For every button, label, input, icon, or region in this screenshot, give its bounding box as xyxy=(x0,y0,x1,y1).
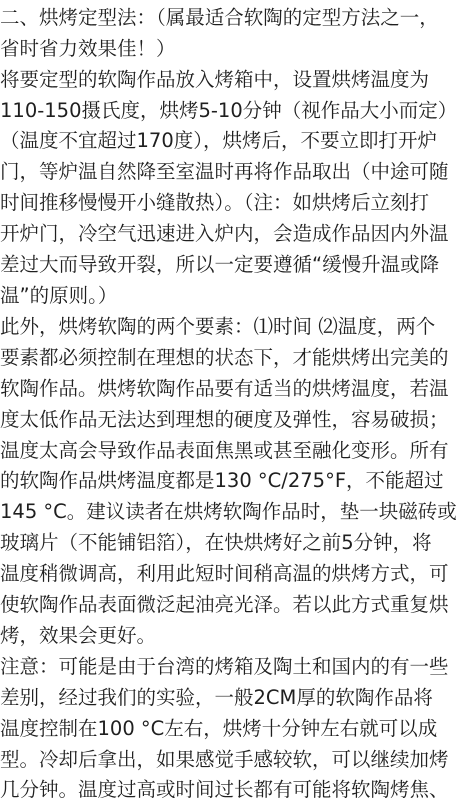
text-line: 差过大而导致开裂，所以一定要遵循“缓慢升温或降 xyxy=(0,253,440,276)
text-line: 此外，烘烤软陶的两个要素：⑴时间 ⑵温度，两个 xyxy=(0,315,436,338)
text-line: 门，等炉温自然降至室温时再将作品取出（中途可随 xyxy=(0,160,449,183)
text-line: 注意：可能是由于台湾的烤箱及陶土和国内的有一些 xyxy=(0,655,449,678)
text-line: 二、烘烤定型法：（属最适合软陶的定型方法之一， xyxy=(0,6,439,29)
text-line: 几分钟。温度过高或时间过长都有可能将软陶烤焦、 xyxy=(0,778,449,800)
text-line: （温度不宜超过170度），烘烤后，不要立即打开炉 xyxy=(0,129,437,152)
text-line: 软陶作品。烘烤软陶作品要有适当的烘烤温度，若温 xyxy=(0,377,449,400)
text-line: 时间推移慢慢开小缝散热）。（注：如烘烤后立刻打 xyxy=(0,191,430,214)
text-line: 烤，效果会更好。 xyxy=(0,624,157,647)
text-line: 使软陶作品表面微泛起油亮光泽。若以此方式重复烘 xyxy=(0,593,449,616)
text-line: 要素都必须控制在理想的状态下，才能烘烤出完美的 xyxy=(0,346,449,369)
text-line: 差别，经过我们的实验，一般2CM厚的软陶作品将 xyxy=(0,686,433,709)
text-line: 型。冷却后拿出，如果感觉手感较软，可以继续加烤 xyxy=(0,748,449,771)
text-line: 温度太高会导致作品表面焦黑或甚至融化变形。所有 xyxy=(0,439,449,462)
text-line: 110-150摄氏度，烘烤5-10分钟（视作品大小而定） xyxy=(0,99,458,122)
text-line: 的软陶作品烘烤温度都是130 °C/275°F，不能超过 xyxy=(0,469,444,492)
text-line: 度太低作品无法达到理想的硬度及弹性，容易破损； xyxy=(0,408,449,431)
text-line: 温度稍微调高，利用此短时间稍高温的烘烤方式，可 xyxy=(0,562,449,585)
text-line: 145 °C。建议读者在烘烤软陶作品时，垫一块磁砖或 xyxy=(0,500,457,523)
text-line: 温度控制在100 °C左右，烘烤十分钟左右就可以成 xyxy=(0,717,438,740)
text-line: 温”的原则。） xyxy=(0,284,118,307)
text-line: 开炉门，冷空气迅速进入炉内，会造成作品因内外温 xyxy=(0,222,449,245)
text-line: 省时省力效果佳！） xyxy=(0,37,176,60)
text-line: 将要定型的软陶作品放入烤箱中，设置烘烤温度为 xyxy=(0,68,430,91)
text-line: 玻璃片（不能铺铝箔），在快烘烤好之前5分钟，将 xyxy=(0,531,432,554)
